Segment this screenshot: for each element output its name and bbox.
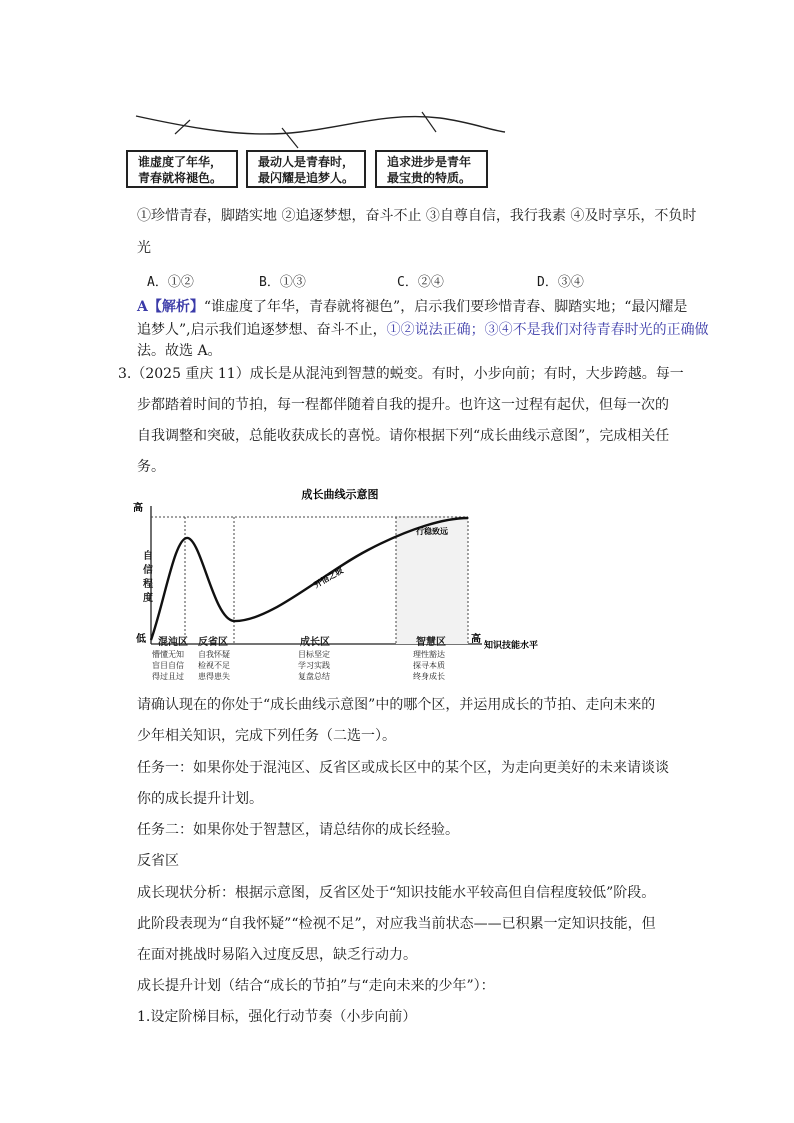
curve-label-slope: 开悟之坡 xyxy=(312,565,345,590)
zone-desc-wisdom: 理性豁达 探寻本质 终身成长 xyxy=(413,650,445,681)
question3-line-3: 自我调整和突破，总能收获成长的喜悦。请你根据下列“成长曲线示意图”，完成相关任 xyxy=(137,428,670,444)
x-axis-label: 知识技能水平 xyxy=(484,641,539,651)
choice-c: C．②④ xyxy=(397,275,444,290)
curve-label-steady: 行稳致远 xyxy=(416,527,448,536)
y-axis-high-label: 高 xyxy=(133,503,143,514)
task1-line-2: 你的成长提升计划。 xyxy=(137,791,263,807)
quote-box-3: 追求进步是青年 最宝贵的特质。 xyxy=(375,150,488,188)
instruction-line-2: 少年相关知识，完成下列任务（二选一）。 xyxy=(137,728,396,744)
analysis-text-2b: ①②说法正确；③④不是我们对待青春时光的正确做 xyxy=(386,322,709,338)
task1-line-1: 任务一：如果你处于混沌区、反省区或成长区中的某个区，为走向更美好的未来请谈谈 xyxy=(137,760,669,776)
plan-item-1: 1.设定阶梯目标，强化行动节奏（小步向前） xyxy=(137,1009,417,1025)
analysis-text-1: “谁虚度了年华，青春就将褪色”，启示我们要珍惜青春、脚踏实地；“最闪耀是 xyxy=(203,299,688,315)
choice-a: A．①② xyxy=(147,275,194,290)
zone-desc-growth: 目标坚定 学习实践 复盘总结 xyxy=(298,650,330,681)
quote-box-2: 最动人是青春时， 最闪耀是追梦人。 xyxy=(246,150,366,188)
chart-title: 成长曲线示意图 xyxy=(301,488,379,501)
y-axis-low-label: 低 xyxy=(136,634,146,645)
answer-zone: 反省区 xyxy=(137,853,179,869)
question3-line-4: 务。 xyxy=(137,459,165,475)
question3-line-1: 3.（2025 重庆 11）成长是从混沌到智慧的蜕变。有时，小步向前；有时，大步跨越。每一 xyxy=(118,366,684,382)
analysis-line-2 xyxy=(137,320,709,340)
analysis-line-3: 法。故选 A。 xyxy=(137,343,222,359)
status-analysis-line-3: 在面对挑战时易陷入过度反思，缺乏行动力。 xyxy=(137,947,417,963)
zone-label-reflection: 反省区 xyxy=(198,637,228,648)
question3-line-2: 步都踏着时间的节拍，每一程都伴随着自我的提升。也许这一过程有起伏，但每一次的 xyxy=(137,397,669,413)
options-line-1: ①珍惜青春，脚踏实地 ②追逐梦想，奋斗不止 ③自尊自信，我行我素 ④及时享乐，不负时 xyxy=(137,208,697,224)
zone-label-growth: 成长区 xyxy=(300,637,330,648)
timeline-wave-figure xyxy=(130,108,510,153)
choice-b: B．①③ xyxy=(259,275,306,290)
growth-curve-chart xyxy=(130,480,560,690)
quote-box-1: 谁虚度了年华， 青春就将褪色。 xyxy=(126,150,238,188)
status-analysis-line-2: 此阶段表现为“自我怀疑”“检视不足”，对应我当前状态——已积累一定知识技能，但 xyxy=(137,916,656,932)
choice-d: D．③④ xyxy=(537,275,584,290)
plan-title: 成长提升计划（结合“成长的节拍”与“走向未来的少年”）： xyxy=(137,978,495,994)
status-analysis-line-1: 成长现状分析：根据示意图，反省区处于“知识技能水平较高但自信程度较低”阶段。 xyxy=(137,885,656,901)
instruction-line-1: 请确认现在的你处于“成长曲线示意图”中的哪个区，并运用成长的节拍、走向未来的 xyxy=(137,697,656,713)
analysis-prefix: A【解析】 xyxy=(137,299,204,315)
zone-desc-reflection: 自我怀疑 检视不足 患得患失 xyxy=(198,650,230,681)
zone-desc-chaos: 懵懂无知 盲目自信 得过且过 xyxy=(152,650,184,681)
zone-label-wisdom: 智慧区 xyxy=(416,637,446,648)
task2-line: 任务二：如果你处于智慧区，请总结你的成长经验。 xyxy=(137,822,459,838)
y-axis-label: 自信程度 xyxy=(143,551,153,604)
analysis-text-2a: 追梦人”,启示我们追逐梦想、奋斗不止， xyxy=(137,322,387,338)
analysis-line-1 xyxy=(137,297,687,317)
x-axis-high-label: 高 xyxy=(471,634,481,645)
options-line-2: 光 xyxy=(137,240,151,256)
zone-label-chaos: 混沌区 xyxy=(158,637,188,648)
